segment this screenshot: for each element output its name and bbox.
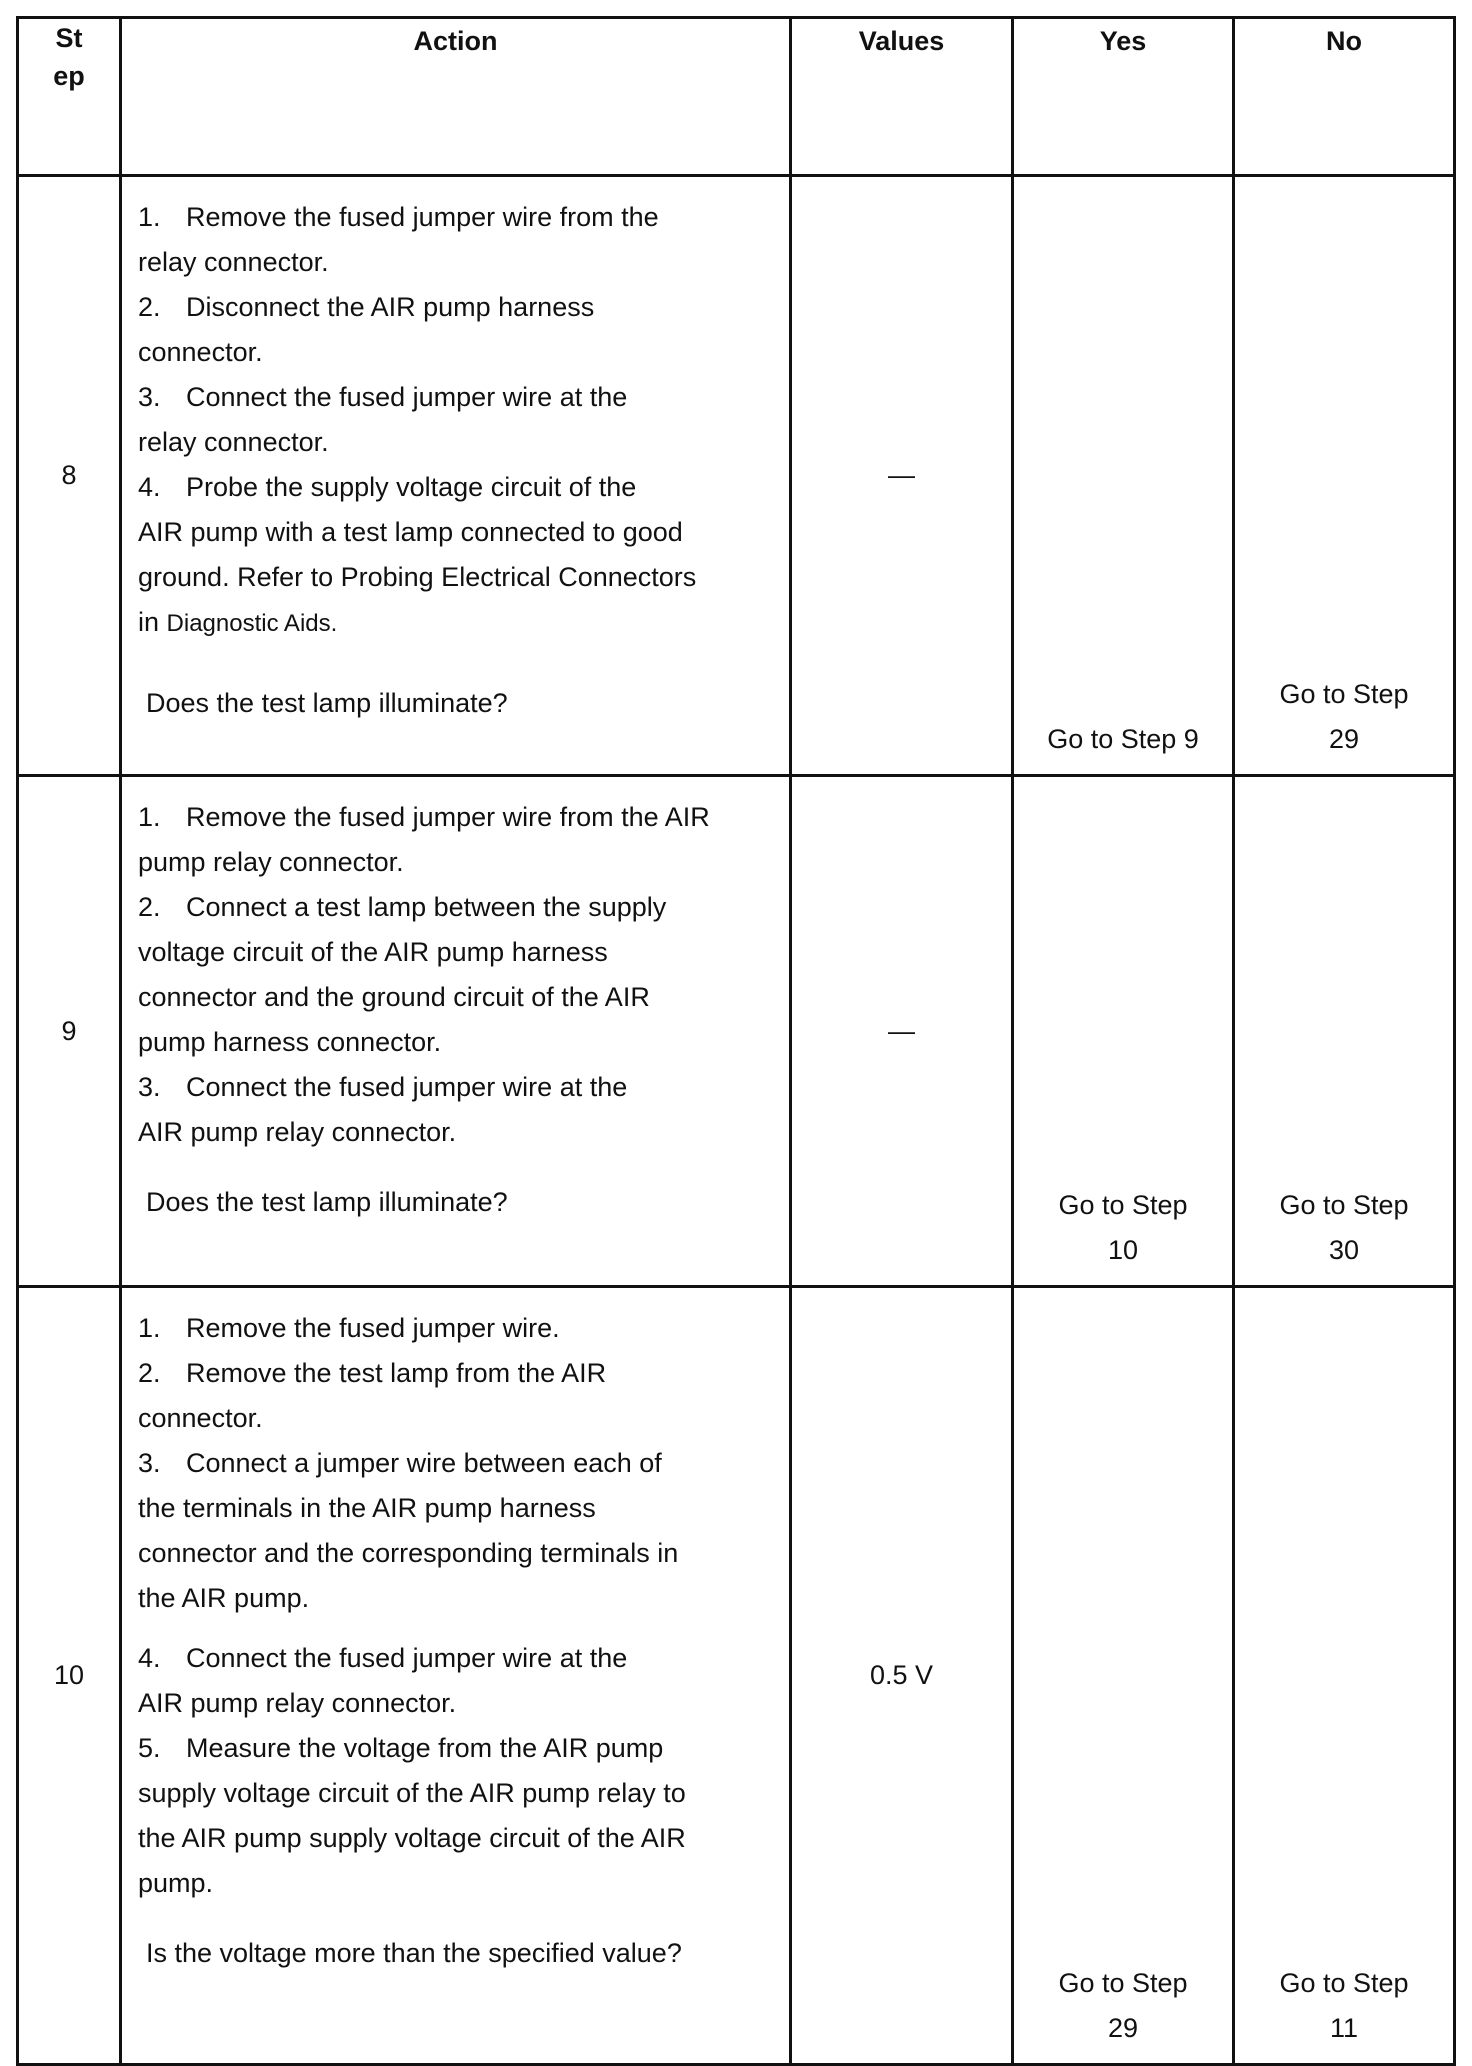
no-cell [1234,1287,1455,2065]
yes-result-line: Go to Step [1058,1190,1188,1220]
action-line: AIR pump relay connector. [138,1688,457,1718]
question: Is the voltage more than the specified value? [146,1938,682,1968]
table-row [18,776,1455,1287]
action-line: relay connector. [138,427,329,457]
table-row [18,1287,1455,2065]
action-item-number: 1. [138,202,161,232]
action-line: AIR pump relay connector. [138,1117,457,1147]
action-line: the terminals in the AIR pump harness [138,1493,596,1523]
yes-result-line: 10 [1107,1235,1139,1265]
action-line: connector. [138,337,263,367]
question: Does the test lamp illuminate? [146,688,508,718]
action-line: Remove the fused jumper wire from the AIR [186,802,710,832]
action-item-number: 3. [138,382,161,412]
no-result-line: Go to Step [1279,1968,1409,1998]
action-line: Connect the fused jumper wire at the [186,382,628,412]
no-result-line: Go to Step [1279,679,1409,709]
spacer [138,1621,775,1636]
action-item-number: 2. [138,292,161,322]
action-cell [121,776,791,1287]
action-item [138,1065,775,1155]
action-line: Connect a test lamp between the supply [186,892,667,922]
no-result-line: Go to Step [1279,1190,1409,1220]
action-item [138,1306,775,1351]
action-line: Remove the fused jumper wire from the [186,202,659,232]
action-line: Connect the fused jumper wire at the [186,1643,628,1673]
action-item-number: 3. [138,1448,161,1478]
value-cell: 0.5 V [791,1287,1013,2065]
no-cell [1234,176,1455,776]
action-item-number: 5. [138,1733,161,1763]
action-line: AIR pump with a test lamp connected to good [138,517,683,547]
action-line: the AIR pump supply voltage circuit of the AIR [138,1823,686,1853]
action-line: connector. [138,1403,263,1433]
action-item-number: 1. [138,1313,161,1343]
yes-cell [1013,176,1234,776]
question: Does the test lamp illuminate? [146,1187,508,1217]
action-line: Measure the voltage from the AIR pump [186,1733,664,1763]
yes-result-line: 29 [1107,2013,1139,2043]
header-values: Values [791,18,1013,176]
action-line: relay connector. [138,247,329,277]
header-step-line2: ep [53,61,85,91]
action-line: supply voltage circuit of the AIR pump relay to [138,1778,686,1808]
action-line: pump relay connector. [138,847,404,877]
action-line: ground. Refer to Probing Electrical Connectors [138,562,697,592]
action-item [138,1351,775,1441]
action-item [138,795,775,885]
action-item [138,285,775,375]
step-number: 8 [18,176,121,776]
action-item [138,885,775,1065]
header-step [18,18,121,176]
action-item-number: 4. [138,1643,161,1673]
action-item [138,465,775,646]
action-line: Connect the fused jumper wire at the [186,1072,628,1102]
action-line: Disconnect the AIR pump harness [186,292,595,322]
action-line: in [138,607,167,637]
no-result-line: 29 [1328,724,1360,754]
yes-cell [1013,776,1234,1287]
action-line: Remove the test lamp from the AIR [186,1358,607,1388]
no-result-line: 11 [1329,2013,1359,2043]
action-line: voltage circuit of the AIR pump harness [138,937,608,967]
action-item-number: 2. [138,892,161,922]
action-line: Remove the fused jumper wire. [186,1313,560,1343]
action-cell [121,176,791,776]
header-step-line1: St [55,23,83,53]
action-item [138,1636,775,1726]
step-number: 10 [18,1287,121,2065]
action-line: Connect a jumper wire between each of [186,1448,662,1478]
action-line: Probe the supply voltage circuit of the [186,472,637,502]
header-yes: Yes [1013,18,1234,176]
no-result-line: 30 [1328,1235,1360,1265]
action-line: the AIR pump. [138,1583,310,1613]
action-item-number: 2. [138,1358,161,1388]
table-row [18,176,1455,776]
diagnostic-aids-reference: Diagnostic Aids. [166,610,338,637]
diagnostic-table [16,16,1456,2066]
action-item-number: 4. [138,472,161,502]
header-action: Action [121,18,791,176]
action-cell [121,1287,791,2065]
action-line: connector and the ground circuit of the AIR [138,982,650,1012]
no-cell [1234,776,1455,1287]
action-item [138,1726,775,1906]
yes-result-line: Go to Step [1058,1968,1188,1998]
yes-cell [1013,1287,1234,2065]
action-item [138,195,775,285]
action-line: connector and the corresponding terminals in [138,1538,679,1568]
action-item-number: 3. [138,1072,161,1102]
action-item-number: 1. [138,802,161,832]
header-no: No [1234,18,1455,176]
value-cell: — [791,776,1013,1287]
action-line: pump harness connector. [138,1027,442,1057]
step-number: 9 [18,776,121,1287]
action-item [138,1441,775,1621]
yes-result: Go to Step 9 [1047,724,1199,754]
header-row [18,18,1455,176]
value-cell: — [791,176,1013,776]
action-item [138,375,775,465]
action-line: pump. [138,1868,214,1898]
